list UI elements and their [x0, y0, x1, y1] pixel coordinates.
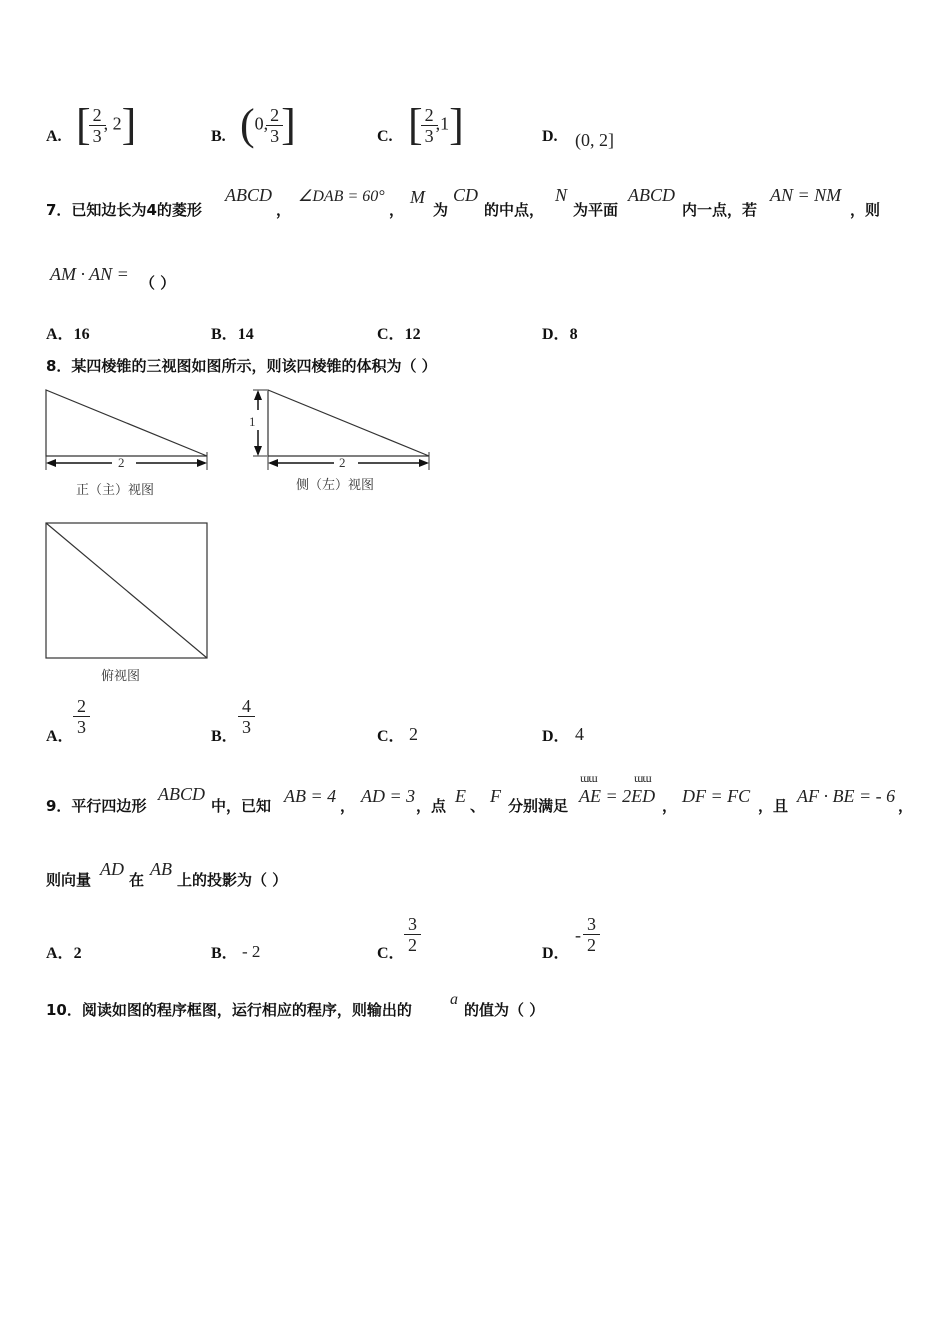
q7-comma-1: ，	[276, 201, 292, 219]
top-view-diagram	[40, 518, 215, 663]
q9-option-d-sign: -	[575, 925, 581, 945]
q7-line2-math: AM · AN =	[50, 264, 129, 284]
q9-math-ae-ed: AE = 2ED	[579, 786, 656, 806]
q9-text-6: ，且	[758, 797, 789, 815]
q9-option-b-label: B．	[211, 945, 238, 962]
q7-text-4: 为平面	[573, 201, 619, 219]
q6-option-d-value: (0, 2]	[575, 130, 614, 150]
q7-math-m: M	[410, 187, 425, 207]
q9-math-ab: AB = 4	[284, 786, 337, 806]
q9-option-d-value: 3 2	[585, 914, 598, 955]
q9-line2-math-ab: AB	[150, 859, 172, 879]
side-view-height: 1	[249, 414, 256, 429]
q7-option-a: A．16	[46, 326, 90, 343]
q9-math-abcd: ABCD	[158, 784, 205, 804]
q10-math-a: a	[450, 991, 458, 1008]
q9-text-5: 分别满足	[508, 797, 569, 815]
q9-comma-2: ，	[662, 797, 678, 815]
q9-option-a: A．2	[46, 945, 82, 962]
q9-text-3: ，点	[416, 797, 447, 815]
q7-text-6: ，则	[850, 201, 881, 219]
q9-vec-mark-1: ɯɯ	[580, 771, 597, 785]
q8-option-d-value: 4	[575, 724, 584, 744]
q7-text-3: 的中点，	[484, 201, 545, 219]
front-view-dim: 2	[118, 455, 125, 470]
q9-text-4: 、	[470, 797, 486, 815]
q9-math-df-fc: DF = FC	[682, 786, 751, 806]
q7-text-2: 为	[433, 201, 449, 219]
q7-math-an-nm: AN = NM	[770, 185, 842, 205]
q9-option-c-value: 3 2	[406, 914, 419, 955]
q9-line2-text-3: 上的投影为（ ）	[177, 871, 288, 889]
q9-option-d-label: D．	[542, 945, 570, 962]
q6-option-a-value: [ $\frac{2}{3}$ , 2]	[76, 100, 137, 149]
q9-option-b-value: - 2	[242, 942, 261, 961]
q6-option-a-label: A.	[46, 128, 62, 145]
q7-option-c: C．12	[377, 326, 421, 343]
q8-text: 8．某四棱锥的三视图如图所示，则该四棱锥的体积为（ ）	[46, 357, 437, 375]
q9-comma-3: ，	[898, 797, 914, 815]
q8-option-d-label: D．	[542, 728, 570, 745]
q7-line2-paren: （ ）	[140, 274, 176, 292]
front-view-caption: 正（主）视图	[76, 483, 155, 498]
q9-comma-1: ，	[340, 797, 356, 815]
q9-math-e: E	[455, 786, 466, 806]
q7-comma-2: ，	[389, 201, 405, 219]
q7-text-5: 内一点，若	[682, 201, 758, 219]
front-view-diagram	[40, 382, 220, 472]
q9-math-f: F	[490, 786, 501, 806]
top-view-caption: 俯视图	[101, 669, 141, 684]
q8-option-a-label: A．	[46, 728, 74, 745]
q7-text-1: 7．已知边长为4的菱形	[46, 201, 202, 219]
q9-math-af-be: AF · BE = - 6	[797, 786, 896, 806]
side-view-dim: 2	[339, 455, 346, 470]
q9-text-2: 中，已知	[211, 797, 272, 815]
q6-option-b-label: B.	[211, 128, 226, 145]
q7-math-angle: ∠DAB = 60°	[298, 188, 385, 205]
q9-line2-text-2: 在	[129, 871, 145, 889]
q9-math-ad: AD = 3	[361, 786, 416, 806]
q8-option-c-label: C．	[377, 728, 405, 745]
q7-option-b: B．14	[211, 326, 254, 343]
q10-text-1: 10．阅读如图的程序框图，运行相应的程序，则输出的	[46, 1001, 412, 1019]
q8-option-c-value: 2	[409, 724, 418, 744]
q6-option-b-value: (0, $\frac{2}{3}$ ]	[240, 100, 296, 149]
side-view-caption: 侧（左）视图	[296, 478, 375, 493]
q9-option-c-label: C．	[377, 945, 405, 962]
q9-text-1: 9．平行四边形	[46, 797, 147, 815]
q9-line2-text-1: 则向量	[46, 871, 92, 889]
q8-option-b-value: 4 3	[240, 696, 253, 737]
q7-math-cd: CD	[453, 185, 479, 205]
q6-option-d-label: D.	[542, 128, 558, 145]
q6-option-c-label: C.	[377, 128, 393, 145]
q7-math-abcd-2: ABCD	[628, 185, 675, 205]
q10-text-2: 的值为（ ）	[464, 1001, 545, 1019]
q9-vec-mark-2: ɯɯ	[634, 771, 651, 785]
q7-option-d: D．8	[542, 326, 578, 343]
q7-math-n: N	[555, 185, 568, 205]
q9-line2-math-ad: AD	[100, 859, 124, 879]
q6-option-c-value: [ $\frac{2}{3}$ ,1]	[408, 100, 464, 149]
q8-option-a-value: 2 3	[75, 696, 88, 737]
q8-option-b-label: B．	[211, 728, 238, 745]
q7-math-abcd: ABCD	[225, 185, 272, 205]
